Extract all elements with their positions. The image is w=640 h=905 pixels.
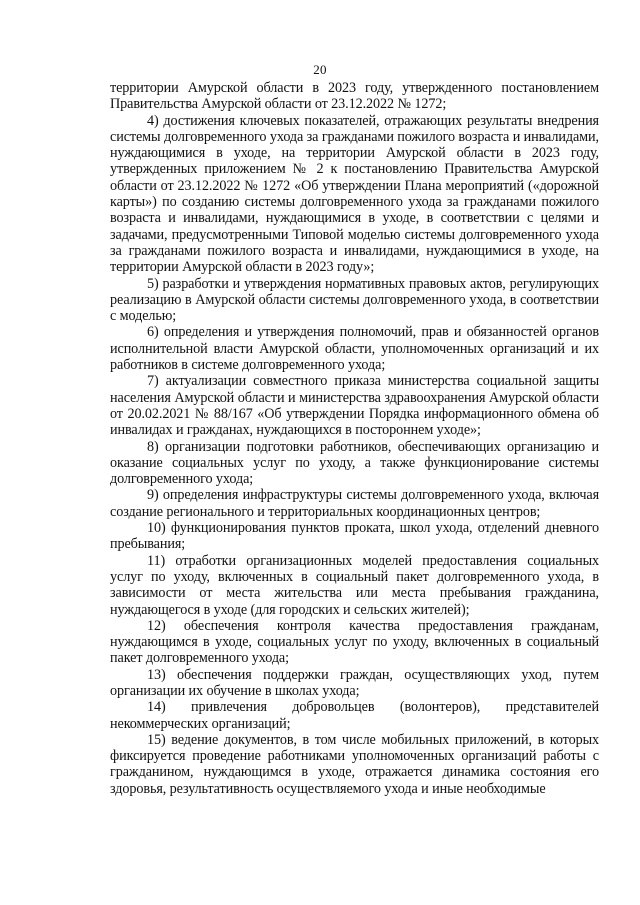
document-body xyxy=(110,80,599,797)
paragraph-continuation: территории Амурской области в 2023 году, утвержденного постановлением Правительства Амурской области от 23.12.2022 № 1272; xyxy=(110,80,599,113)
paragraph-item-8: 8) организации подготовки работников, обеспечивающих организацию и оказание социальных услуг по уходу, а также функционирование системы долговременного ухода; xyxy=(110,438,599,488)
paragraph-item-7: 7) актуализации совместного приказа министерства социальной защиты населения Амурской области и министерства здравоохранения Амурской области от 20.02.2021 № 88/167 «Об утверждении Порядка информационного обмена об инвалидах и гражданах, нуждающихся в постороннем уходе»; xyxy=(110,373,599,439)
paragraph-item-14: 14) привлечения добровольцев (волонтеров), представителей некоммерческих организаций; xyxy=(110,699,599,732)
paragraph-item-5: 5) разработки и утверждения нормативных правовых актов, регулирующих реализацию в Амурской области системы долговременного ухода, в соответствии с моделью; xyxy=(110,275,599,325)
paragraph-item-13: 13) обеспечения поддержки граждан, осуществляющих уход, путем организации их обучение в школах ухода; xyxy=(110,666,599,699)
paragraph-item-12: 12) обеспечения контроля качества предоставления гражданам, нуждающимся в уходе, социальных услуг по уходу, включенных в социальный пакет долговременного ухода; xyxy=(110,617,599,667)
paragraph-item-11: 11) отработки организационных моделей предоставления социальных услуг по уходу, включенных в социальный пакет долговременного ухода, в зависимости от места жительства или места пребывания гражданина, нуждающегося в уходе (для городских и сельских жителей); xyxy=(110,552,599,618)
paragraph-item-9: 9) определения инфраструктуры системы долговременного ухода, включая создание регионального и территориальных координационных центров; xyxy=(110,487,599,520)
paragraph-item-10: 10) функционирования пунктов проката, школ ухода, отделений дневного пребывания; xyxy=(110,520,599,553)
page-number: 20 xyxy=(313,62,327,77)
paragraph-item-6: 6) определения и утверждения полномочий, прав и обязанностей органов исполнительной власти Амурской области, уполномоченных организаций и их работников в системе долговременного ухода; xyxy=(110,324,599,374)
paragraph-item-15: 15) ведение документов, в том числе мобильных приложений, в которых фиксируется проведение работниками уполномоченных организаций работы с гражданином, нуждающимся в уходе, отражается динамика состояния его здоровья, результативность осуществляемого ухода и иные необходимые xyxy=(110,731,599,797)
paragraph-item-4: 4) достижения ключевых показателей, отражающих результаты внедрения системы долговременного ухода за гражданами пожилого возраста и инвалидами, нуждающимися в уходе, на территории Амурской области в 2023 году, утвержденных приложением № 2 к постановлению Правительства Амурской области от 23.12.2022 № 1272 «Об утверждении Плана мероприятий («дорожной карты») по созданию системы долговременного ухода за гражданами пожилого возраста и инвалидами, нуждающимися в уходе, в соответствии с целями и задачами, предусмотренными Типовой моделью системы долговременного ухода за гражданами пожилого возраста и инвалидами, нуждающимися в уходе, на территории Амурской области в 2023 году»; xyxy=(110,112,599,276)
